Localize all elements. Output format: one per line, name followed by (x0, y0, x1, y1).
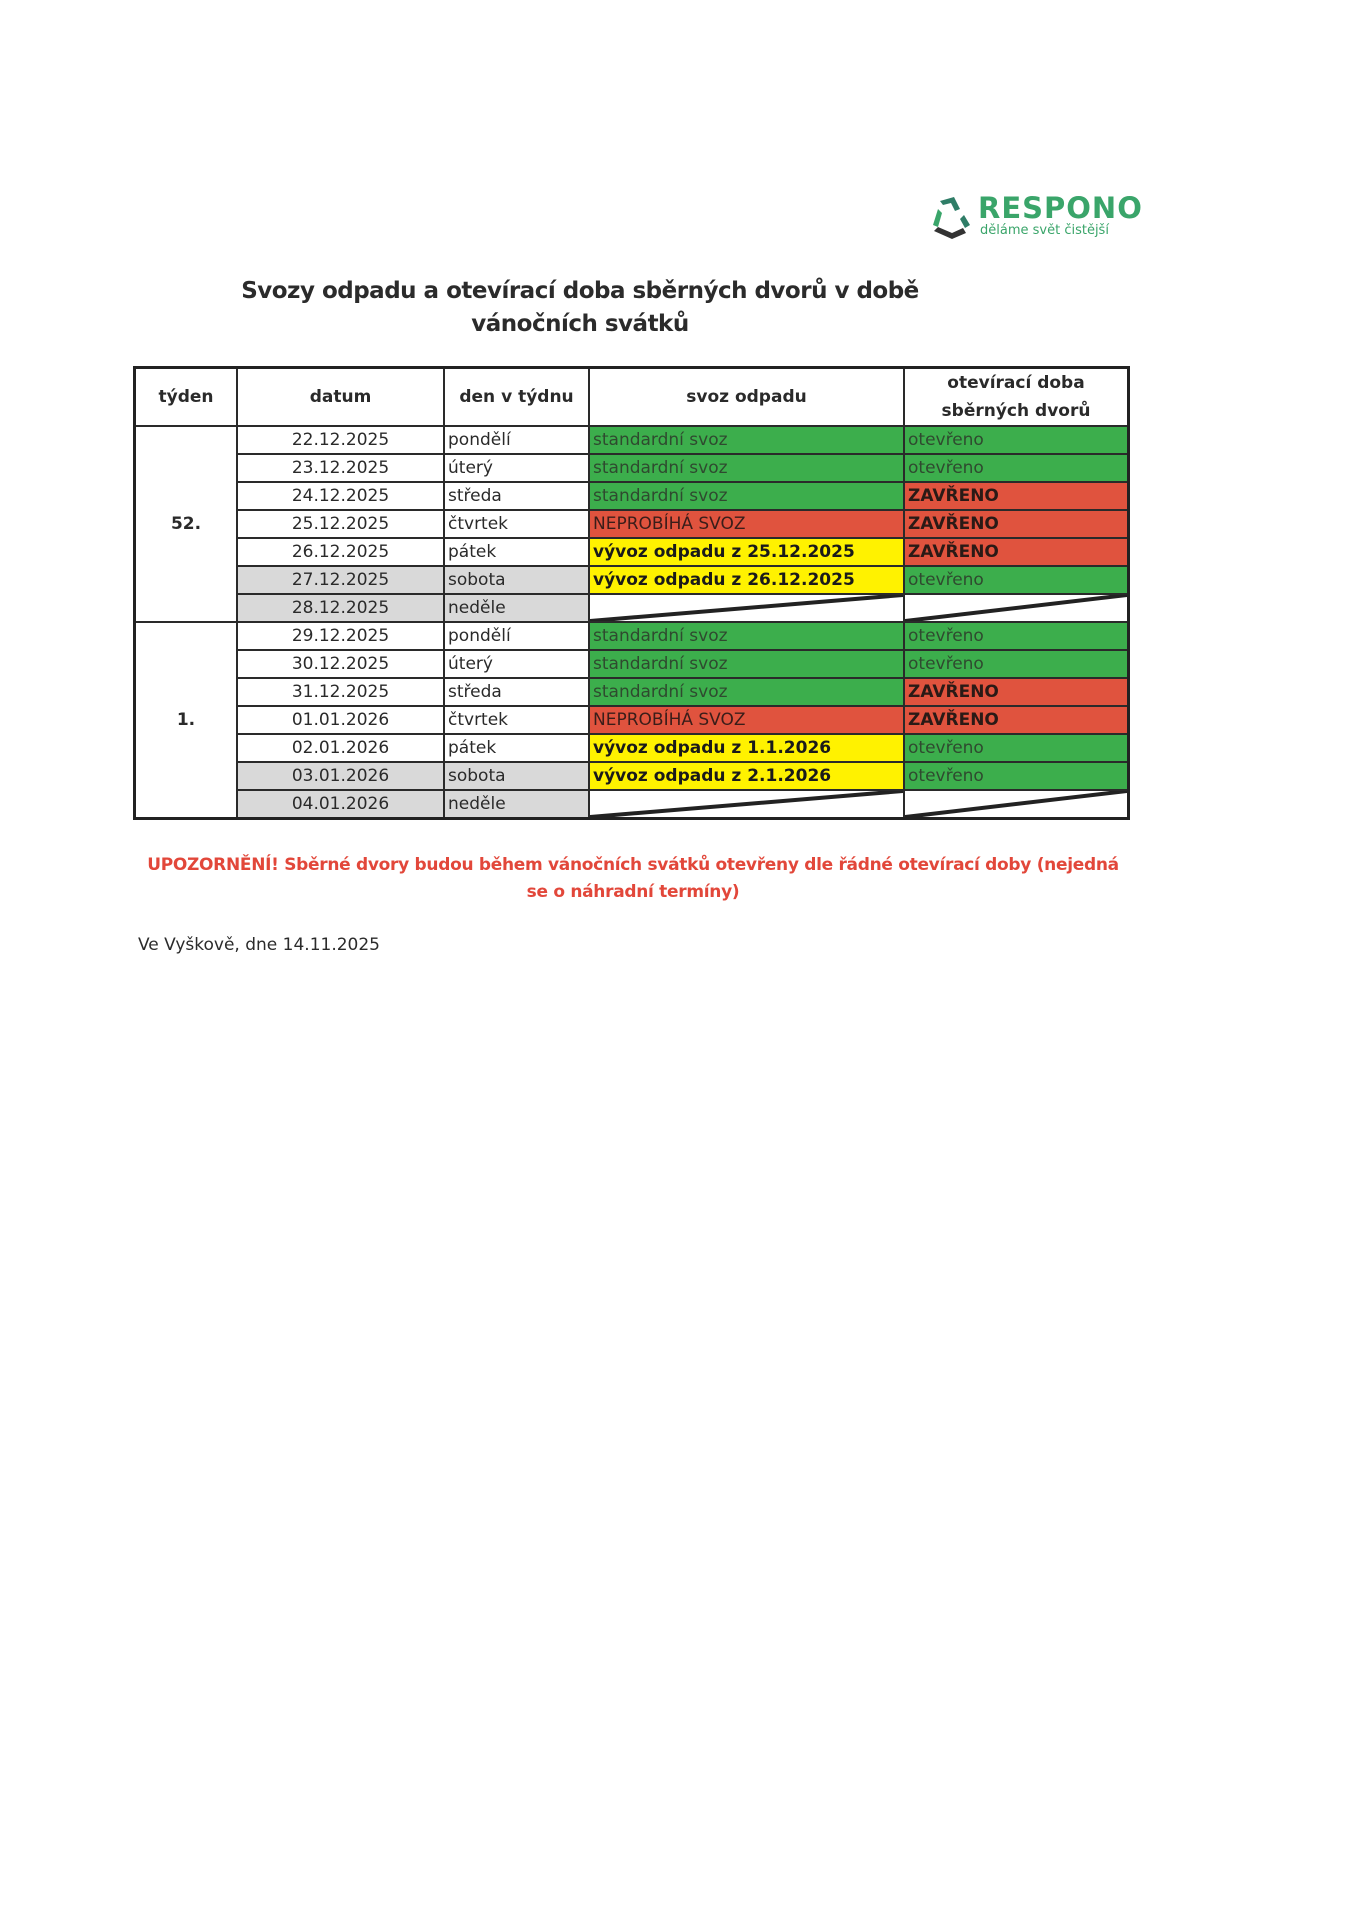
date-cell: 30.12.2025 (237, 650, 444, 678)
opening-cell: ZAVŘENO (904, 482, 1129, 510)
collection-cell (589, 594, 904, 622)
week-number: 52. (135, 426, 238, 622)
schedule-body (135, 426, 1129, 819)
table-row (135, 454, 1129, 482)
table-row (135, 510, 1129, 538)
table-row (135, 538, 1129, 566)
collection-cell: vývoz odpadu z 2.1.2026 (589, 762, 904, 790)
day-cell: středa (444, 678, 589, 706)
opening-cell: otevřeno (904, 454, 1129, 482)
day-cell: neděle (444, 594, 589, 622)
opening-cell: ZAVŘENO (904, 678, 1129, 706)
day-cell: pátek (444, 734, 589, 762)
header-opening (904, 368, 1129, 427)
day-cell: neděle (444, 790, 589, 819)
date-cell: 28.12.2025 (237, 594, 444, 622)
date-cell: 25.12.2025 (237, 510, 444, 538)
recycle-logo-icon (930, 195, 974, 241)
notice-line-2: se o náhradní termíny) (526, 882, 740, 902)
opening-cell: ZAVŘENO (904, 706, 1129, 734)
week-number: 1. (135, 622, 238, 819)
date-cell: 31.12.2025 (237, 678, 444, 706)
header-opening-line-2: sběrných dvorů (941, 401, 1091, 421)
collection-cell: standardní svoz (589, 426, 904, 454)
table-row (135, 734, 1129, 762)
collection-cell: standardní svoz (589, 622, 904, 650)
respono-logo (930, 191, 1143, 245)
opening-cell (904, 790, 1129, 819)
day-cell: pondělí (444, 426, 589, 454)
title-line-2: vánočních svátků (471, 311, 689, 337)
table-row (135, 706, 1129, 734)
schedule-table (133, 366, 1130, 820)
diagonal-strike (590, 791, 903, 817)
diagonal-strike (905, 595, 1127, 621)
table-row (135, 426, 1129, 454)
date-cell: 22.12.2025 (237, 426, 444, 454)
table-row (135, 650, 1129, 678)
header-date: datum (237, 368, 444, 427)
date-cell: 23.12.2025 (237, 454, 444, 482)
opening-cell: otevřeno (904, 426, 1129, 454)
day-cell: úterý (444, 650, 589, 678)
opening-cell: otevřeno (904, 566, 1129, 594)
collection-cell: vývoz odpadu z 26.12.2025 (589, 566, 904, 594)
date-cell: 26.12.2025 (237, 538, 444, 566)
collection-cell: standardní svoz (589, 678, 904, 706)
day-cell: pondělí (444, 622, 589, 650)
table-row (135, 790, 1129, 819)
day-cell: úterý (444, 454, 589, 482)
collection-cell: NEPROBÍHÁ SVOZ (589, 706, 904, 734)
header-collection: svoz odpadu (589, 368, 904, 427)
header-opening-line-1: otevírací doba (947, 373, 1085, 393)
opening-cell (904, 594, 1129, 622)
place-and-date: Ve Vyškově, dne 14.11.2025 (138, 935, 380, 955)
table-row (135, 594, 1129, 622)
day-cell: čtvrtek (444, 510, 589, 538)
day-cell: čtvrtek (444, 706, 589, 734)
header-week: týden (135, 368, 238, 427)
title-line-1: Svozy odpadu a otevírací doba sběrných dvorů v době (241, 278, 919, 304)
table-row (135, 678, 1129, 706)
opening-cell: ZAVŘENO (904, 538, 1129, 566)
table-row (135, 566, 1129, 594)
header-day: den v týdnu (444, 368, 589, 427)
collection-cell (589, 790, 904, 819)
day-cell: sobota (444, 566, 589, 594)
table-row (135, 762, 1129, 790)
collection-cell: NEPROBÍHÁ SVOZ (589, 510, 904, 538)
opening-cell: otevřeno (904, 734, 1129, 762)
opening-cell: otevřeno (904, 622, 1129, 650)
collection-cell: standardní svoz (589, 650, 904, 678)
notice (133, 852, 1133, 906)
opening-cell: ZAVŘENO (904, 510, 1129, 538)
day-cell: pátek (444, 538, 589, 566)
page-title (230, 275, 930, 341)
diagonal-strike (590, 595, 903, 621)
collection-cell: standardní svoz (589, 454, 904, 482)
collection-cell: vývoz odpadu z 25.12.2025 (589, 538, 904, 566)
table-row (135, 622, 1129, 650)
date-cell: 24.12.2025 (237, 482, 444, 510)
header-row (135, 368, 1129, 427)
date-cell: 29.12.2025 (237, 622, 444, 650)
notice-line-1: UPOZORNĚNÍ! Sběrné dvory budou během vánočních svátků otevřeny dle řádné otevírací doby (nejedná (147, 855, 1119, 875)
table-row (135, 482, 1129, 510)
day-cell: středa (444, 482, 589, 510)
day-cell: sobota (444, 762, 589, 790)
logo-name: RESPONO (978, 191, 1143, 225)
opening-cell: otevřeno (904, 762, 1129, 790)
logo-tagline: děláme svět čistější (980, 223, 1109, 238)
date-cell: 01.01.2026 (237, 706, 444, 734)
diagonal-strike (905, 791, 1127, 817)
collection-cell: standardní svoz (589, 482, 904, 510)
date-cell: 03.01.2026 (237, 762, 444, 790)
date-cell: 27.12.2025 (237, 566, 444, 594)
date-cell: 02.01.2026 (237, 734, 444, 762)
opening-cell: otevřeno (904, 650, 1129, 678)
date-cell: 04.01.2026 (237, 790, 444, 819)
collection-cell: vývoz odpadu z 1.1.2026 (589, 734, 904, 762)
